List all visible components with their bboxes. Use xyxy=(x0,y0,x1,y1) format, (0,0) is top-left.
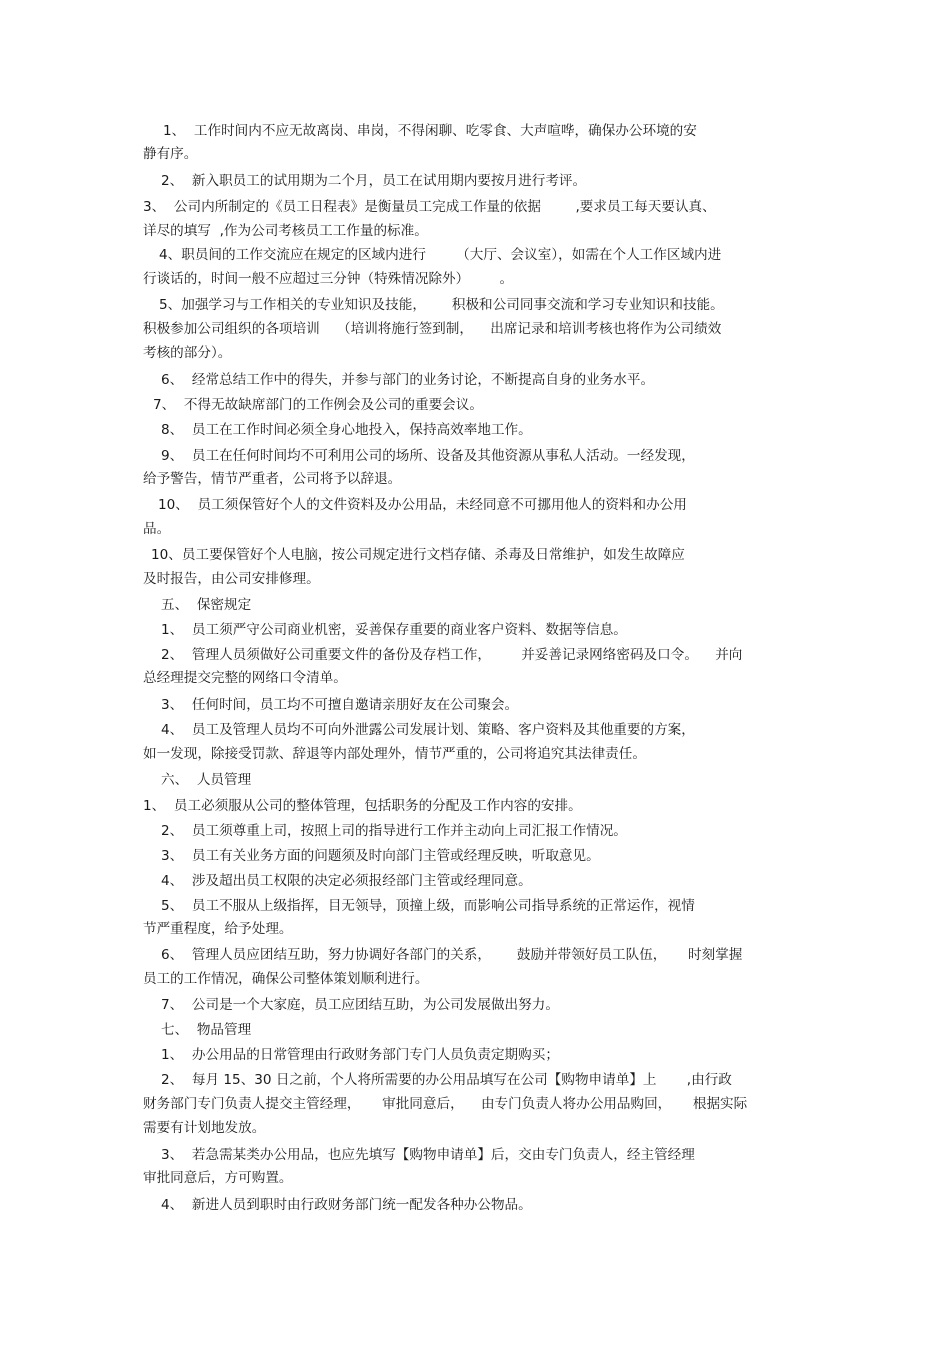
text-line: 9、 员工在任何时间均不可利用公司的场所、设备及其他资源从事私人活动。一经发现， xyxy=(161,448,695,464)
text-line: 7、 不得无故缺席部门的工作例会及公司的重要会议。 xyxy=(153,397,483,413)
text-line: 1、 员工须严守公司商业机密，妥善保存重要的商业客户资料、数据等信息。 xyxy=(161,622,627,638)
text-line: 6、 管理人员应团结互助，努力协调好各部门的关系， 鼓励并带领好员工队伍， 时刻掌握 xyxy=(161,947,743,963)
text-line: 给予警告，情节严重者，公司将予以辞退。 xyxy=(143,471,402,487)
text-line: 七、 物品管理 xyxy=(161,1022,252,1038)
text-line: 五、 保密规定 xyxy=(161,597,252,613)
text-line: 5、 员工不服从上级指挥，目无领导，顶撞上级，而影响公司指导系统的正常运作，视情 xyxy=(161,898,695,914)
text-line: 6、 经常总结工作中的得失，并参与部门的业务讨论，不断提高自身的业务水平。 xyxy=(161,372,655,388)
text-line: 2、 每月 15、30 日之前，个人将所需要的办公用品填写在公司【购物申请单】上 ,由行政 xyxy=(161,1072,732,1088)
text-line: 3、 任何时间，员工均不可擅自邀请亲朋好友在公司聚会。 xyxy=(161,697,519,713)
text-line: 10、 员工须保管好个人的文件资料及办公用品，未经同意不可挪用他人的资料和办公用 xyxy=(158,497,687,513)
text-line: 7、 公司是一个大家庭，员工应团结互助，为公司发展做出努力。 xyxy=(161,997,559,1013)
text-line: 如一发现，除接受罚款、辞退等内部处理外，情节严重的，公司将追究其法律责任。 xyxy=(143,746,646,762)
text-line: 行谈话的，时间一般不应超过三分钟（特殊情况除外） 。 xyxy=(143,271,514,287)
text-line: 3、 公司内所制定的《员工日程表》是衡量员工完成工作量的依据 ,要求员工每天要认真、 xyxy=(143,199,716,215)
text-line: 1、 工作时间内不应无故离岗、串岗，不得闲聊、吃零食、大声喧哗，确保办公环境的安 xyxy=(163,123,697,139)
text-line: 积极参加公司组织的各项培训 （培训将施行签到制， 出席记录和培训考核也将作为公司绩效 xyxy=(143,321,722,337)
text-line: 2、 管理人员须做好公司重要文件的备份及存档工作， 并妥善记录网络密码及口令。 并向 xyxy=(161,647,743,663)
text-line: 财务部门专门负责人提交主管经理， 审批同意后， 由专门负责人将办公用品购回， 根据实际 xyxy=(143,1096,748,1112)
text-line: 静有序。 xyxy=(143,146,198,162)
text-line: 总经理提交完整的网络口令清单。 xyxy=(143,670,347,686)
text-line: 及时报告，由公司安排修理。 xyxy=(143,571,320,587)
text-line: 4、 员工及管理人员均不可向外泄露公司发展计划、策略、客户资料及其他重要的方案， xyxy=(161,722,695,738)
text-line: 4、 涉及超出员工权限的决定必须报经部门主管或经理同意。 xyxy=(161,873,532,889)
text-line: 5、加强学习与工作相关的专业知识及技能， 积极和公司同事交流和学习专业知识和技能。 xyxy=(159,297,724,313)
text-line: 需要有计划地发放。 xyxy=(143,1120,266,1136)
text-line: 员工的工作情况，确保公司整体策划顺利进行。 xyxy=(143,971,429,987)
text-line: 3、 员工有关业务方面的问题须及时向部门主管或经理反映，听取意见。 xyxy=(161,848,600,864)
text-line: 1、 办公用品的日常管理由行政财务部门专门人员负责定期购买； xyxy=(161,1047,559,1063)
text-line: 审批同意后，方可购置。 xyxy=(143,1170,293,1186)
text-line: 节严重程度，给予处理。 xyxy=(143,921,293,937)
text-line: 1、 员工必须服从公司的整体管理，包括职务的分配及工作内容的安排。 xyxy=(143,798,582,814)
text-line: 4、 新进人员到职时由行政财务部门统一配发各种办公物品。 xyxy=(161,1197,532,1213)
text-line: 10、员工要保管好个人电脑，按公司规定进行文档存储、杀毒及日常维护，如发生故障应 xyxy=(151,547,685,563)
text-line: 六、 人员管理 xyxy=(161,772,252,788)
text-line: 详尽的填写 ,作为公司考核员工工作量的标准。 xyxy=(143,223,428,239)
text-line: 2、 员工须尊重上司，按照上司的指导进行工作并主动向上司汇报工作情况。 xyxy=(161,823,627,839)
text-line: 8、 员工在工作时间必须全身心地投入，保持高效率地工作。 xyxy=(161,422,532,438)
text-line: 4、职员间的工作交流应在规定的区域内进行 （大厅、会议室），如需在个人工作区域内进 xyxy=(159,247,722,263)
text-line: 2、 新入职员工的试用期为二个月，员工在试用期内要按月进行考评。 xyxy=(161,173,587,189)
text-line: 考核的部分）。 xyxy=(143,345,232,361)
text-line: 品。 xyxy=(143,521,171,537)
text-line: 3、 若急需某类办公用品，也应先填写【购物申请单】后，交由专门负责人，经主管经理 xyxy=(161,1147,695,1163)
